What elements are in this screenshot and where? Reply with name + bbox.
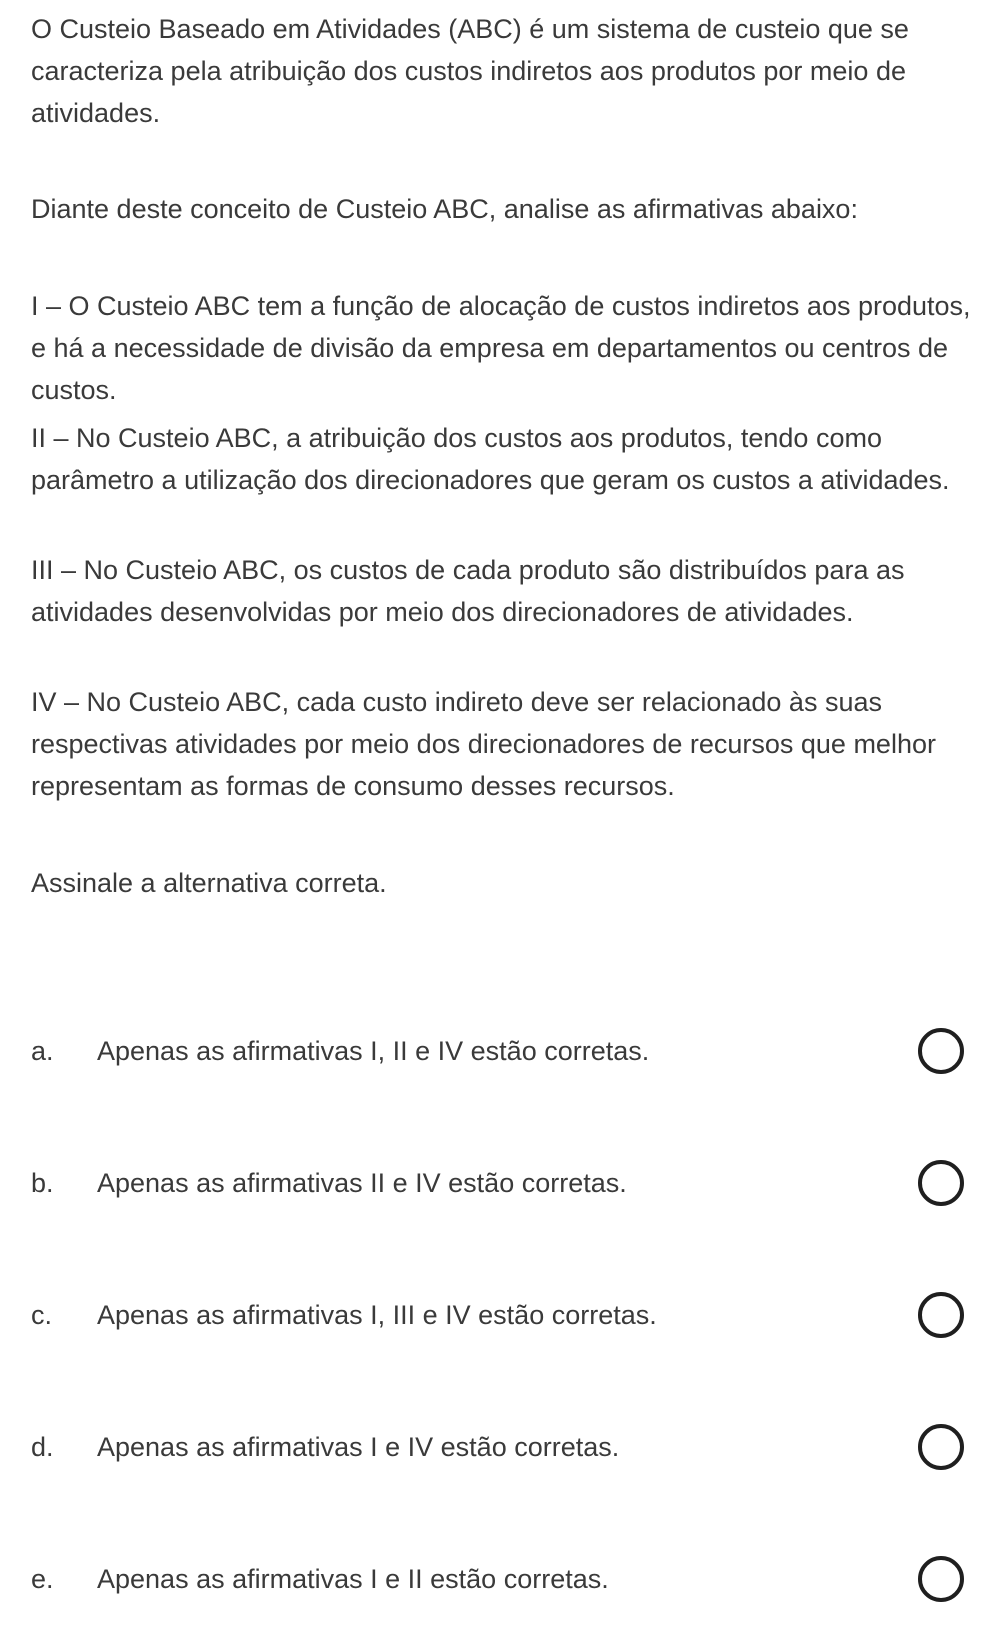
radio-button-d[interactable] bbox=[918, 1424, 964, 1470]
statement-ii: II – No Custeio ABC, a atribuição dos custos aos produtos, tendo como parâmetro a utilização dos direcionadores que geram os custos a atividades. bbox=[31, 423, 950, 495]
option-letter: b. bbox=[31, 1168, 54, 1198]
option-letter: d. bbox=[31, 1432, 54, 1462]
question-instruction: Assinale a alternativa correta. bbox=[31, 868, 387, 898]
option-b[interactable] bbox=[0, 1162, 994, 1232]
radio-button-e[interactable] bbox=[918, 1556, 964, 1602]
option-label: Apenas as afirmativas I, II e IV estão corretas. bbox=[97, 1036, 650, 1066]
option-c[interactable] bbox=[0, 1294, 994, 1364]
option-label: Apenas as afirmativas I e II estão corretas. bbox=[97, 1564, 609, 1594]
statement-iv: IV – No Custeio ABC, cada custo indireto deve ser relacionado às suas respectivas atividades por meio dos direcionadores de recursos que melhor representam as formas de consumo desses recursos. bbox=[31, 687, 936, 801]
question-prompt: Diante deste conceito de Custeio ABC, analise as afirmativas abaixo: bbox=[31, 194, 858, 224]
option-letter: e. bbox=[31, 1564, 54, 1594]
option-label: Apenas as afirmativas II e IV estão corretas. bbox=[97, 1168, 627, 1198]
option-e[interactable] bbox=[0, 1558, 994, 1628]
radio-button-b[interactable] bbox=[918, 1160, 964, 1206]
radio-button-a[interactable] bbox=[918, 1028, 964, 1074]
statement-iii: III – No Custeio ABC, os custos de cada produto são distribuídos para as atividades desenvolvidas por meio dos direcionadores de atividades. bbox=[31, 555, 905, 627]
option-label: Apenas as afirmativas I, III e IV estão corretas. bbox=[97, 1300, 657, 1330]
option-label: Apenas as afirmativas I e IV estão corretas. bbox=[97, 1432, 620, 1462]
option-a[interactable] bbox=[0, 1030, 994, 1100]
question-intro: O Custeio Baseado em Atividades (ABC) é um sistema de custeio que se caracteriza pela atribuição dos custos indiretos aos produtos por meio de atividades. bbox=[31, 14, 909, 128]
option-letter: a. bbox=[31, 1036, 54, 1066]
option-d[interactable] bbox=[0, 1426, 994, 1496]
option-letter: c. bbox=[31, 1300, 53, 1330]
statement-i: I – O Custeio ABC tem a função de alocação de custos indiretos aos produtos, e há a necessidade de divisão da empresa em departamentos ou centros de custos. bbox=[31, 291, 971, 405]
radio-button-c[interactable] bbox=[918, 1292, 964, 1338]
